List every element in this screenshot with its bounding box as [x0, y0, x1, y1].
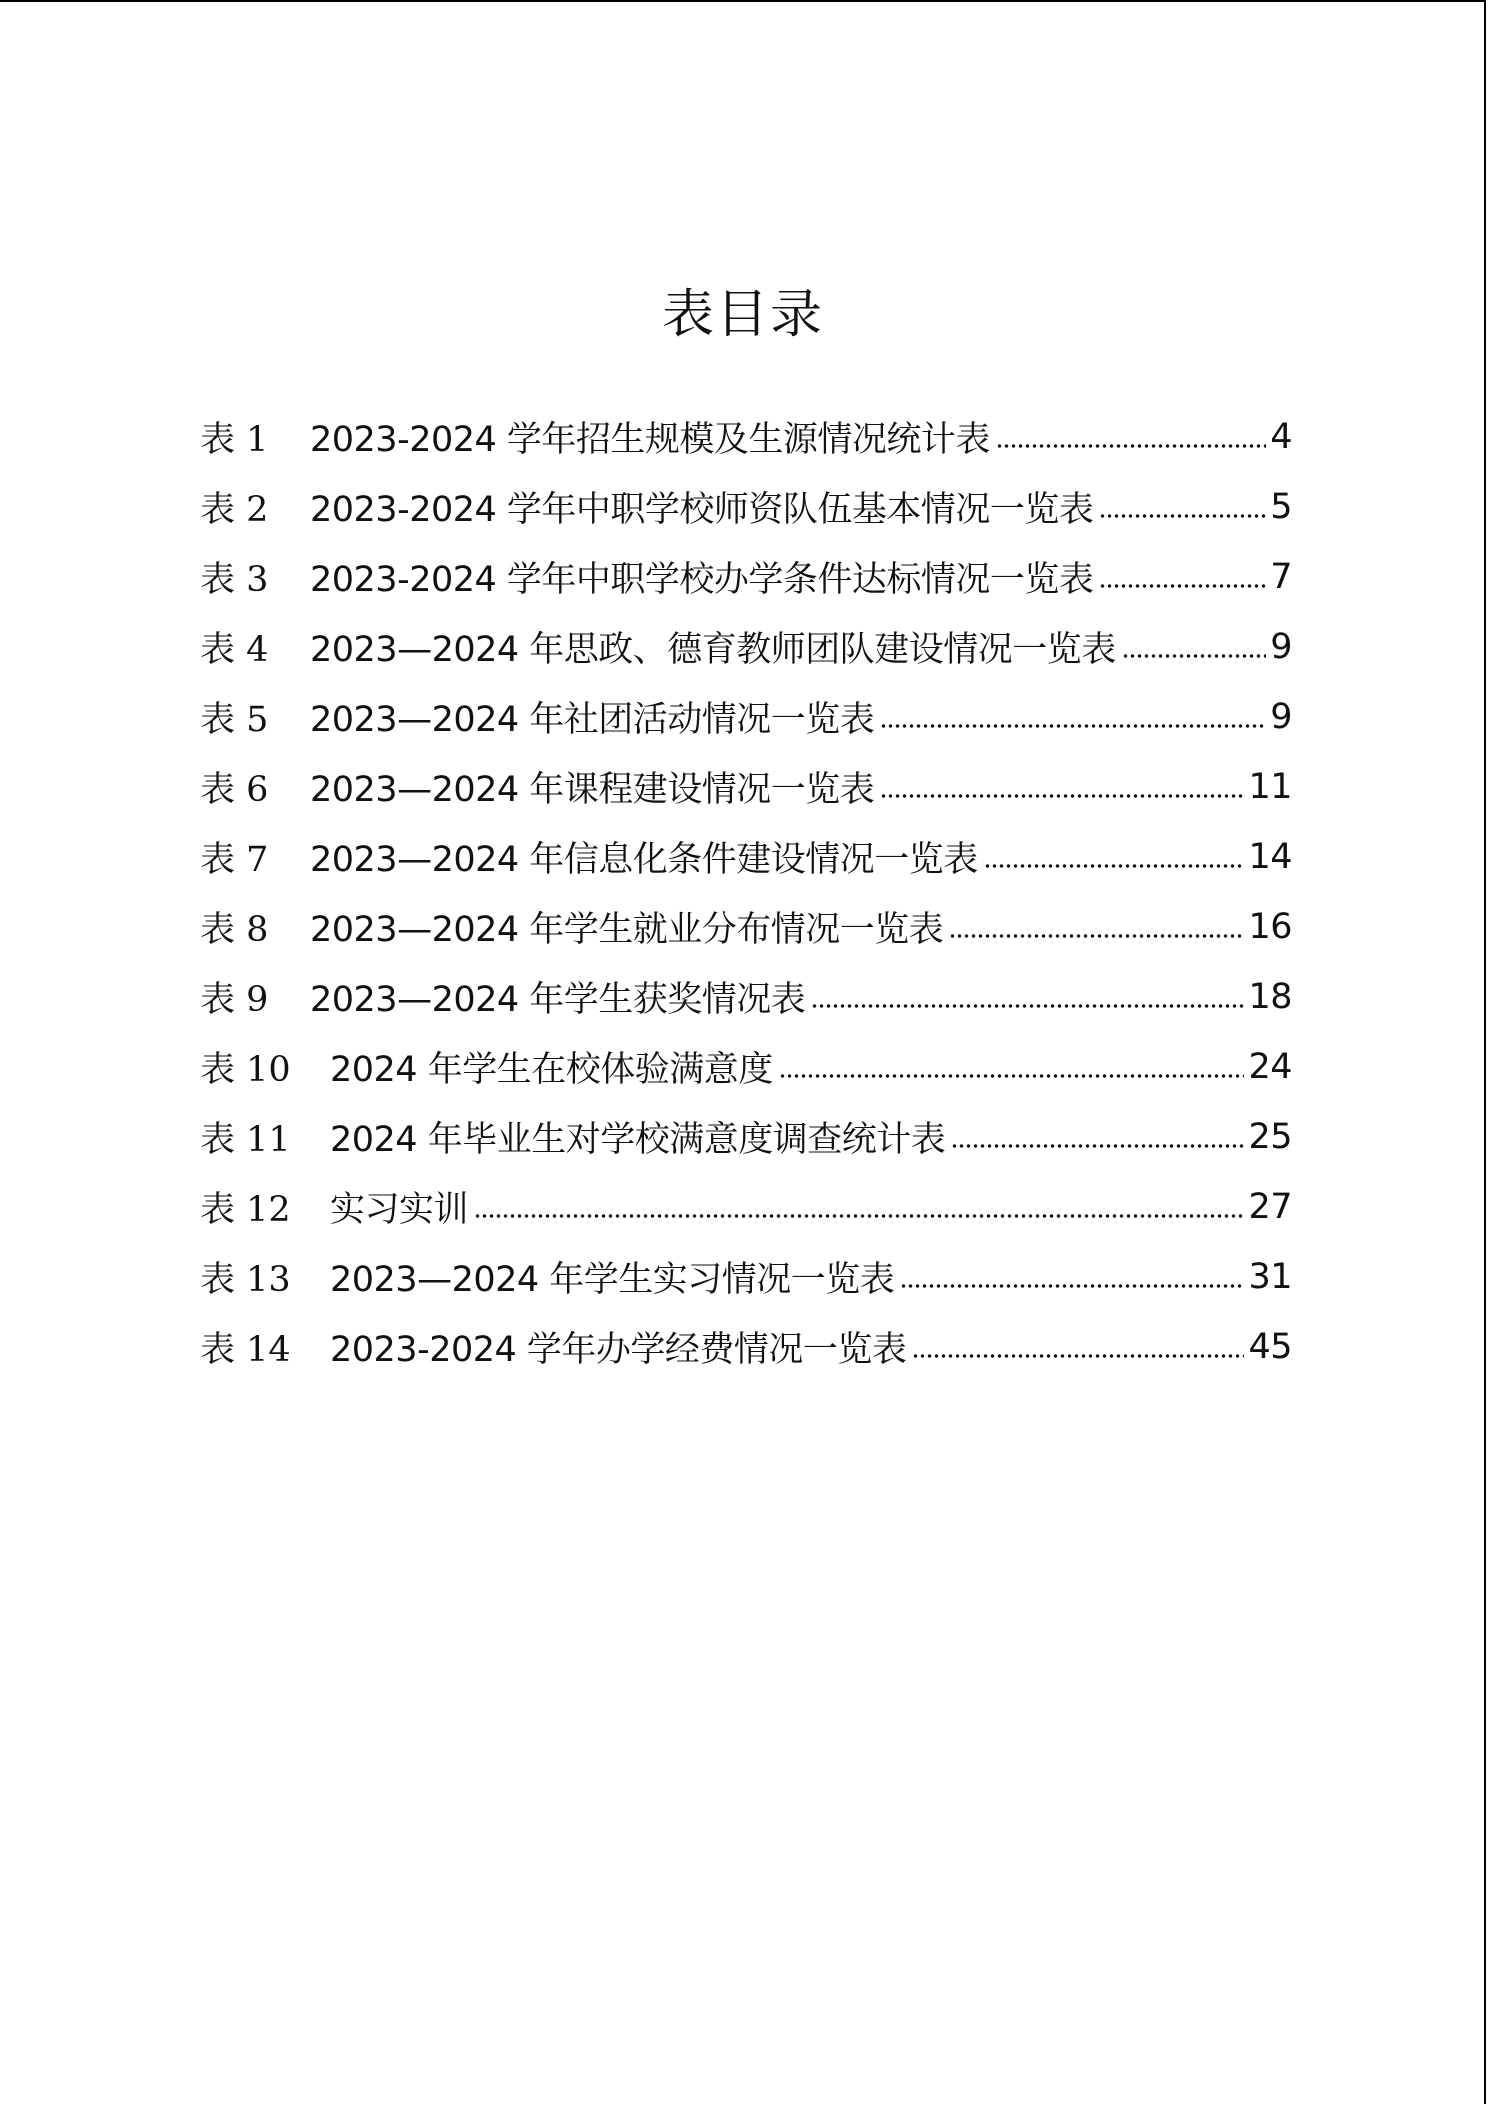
toc-entry-text: 2023—2024 年思政、德育教师团队建设情况一览表: [310, 630, 1116, 670]
toc-leader-dots: [779, 1073, 1245, 1079]
toc-entry-label: 表 12: [200, 1190, 291, 1230]
toc-entry-text: 2023—2024 年课程建设情况一览表: [310, 770, 875, 810]
toc-entry-label: 表 7: [200, 840, 269, 880]
toc-leader-dots: [811, 1003, 1244, 1009]
page-title: 表目录: [661, 285, 824, 345]
toc-leader-dots: [880, 723, 1266, 729]
toc-leader-dots: [951, 1143, 1244, 1149]
toc-entry-text: 2024 年学生在校体验满意度: [330, 1050, 773, 1090]
toc-entry-label: 表 10: [200, 1050, 291, 1090]
toc-entry-label: 表 4: [200, 630, 269, 670]
toc-entry[interactable]: [200, 822, 1292, 892]
toc-leader-dots: [1122, 653, 1266, 659]
toc-entry-label: 表 11: [200, 1120, 291, 1160]
toc-entry[interactable]: [200, 1242, 1292, 1312]
toc-entry-text: 实习实训: [330, 1190, 469, 1230]
toc-leader-dots: [1099, 513, 1266, 519]
toc-entry-text: 2023-2024 学年中职学校师资队伍基本情况一览表: [310, 490, 1094, 530]
toc-entry-label: 表 3: [200, 560, 269, 600]
toc-entry-page: 27: [1248, 1187, 1292, 1227]
toc-entry-page: 25: [1248, 1117, 1292, 1157]
toc-entry[interactable]: [200, 612, 1292, 682]
toc-entry-label: 表 5: [200, 700, 269, 740]
toc-leader-dots: [1099, 583, 1266, 589]
toc-entry-label: 表 9: [200, 980, 269, 1020]
toc-entry-label: 表 14: [200, 1330, 291, 1370]
toc-entry-page: 11: [1248, 767, 1292, 807]
toc-entry[interactable]: [200, 1032, 1292, 1102]
toc-entry-text: 2023-2024 学年招生规模及生源情况统计表: [310, 420, 990, 460]
toc-entry[interactable]: [200, 682, 1292, 752]
toc-entry-page: 5: [1270, 487, 1292, 527]
table-of-contents: [200, 402, 1292, 1382]
toc-entry[interactable]: [200, 402, 1292, 472]
toc-leader-dots: [900, 1283, 1244, 1289]
toc-entry-page: 18: [1248, 977, 1292, 1017]
toc-entry-page: 31: [1248, 1257, 1292, 1297]
toc-entry[interactable]: [200, 1102, 1292, 1172]
toc-leader-dots: [996, 443, 1266, 449]
toc-entry-page: 16: [1248, 907, 1292, 947]
toc-entry[interactable]: [200, 892, 1292, 962]
toc-entry-label: 表 8: [200, 910, 269, 950]
toc-entry-page: 9: [1270, 697, 1292, 737]
toc-entry-text: 2023—2024 年社团活动情况一览表: [310, 700, 875, 740]
toc-leader-dots: [474, 1213, 1244, 1219]
toc-entry-text: 2023—2024 年学生实习情况一览表: [330, 1260, 895, 1300]
toc-entry-page: 9: [1270, 627, 1292, 667]
toc-entry-text: 2023—2024 年学生就业分布情况一览表: [310, 910, 944, 950]
toc-entry-label: 表 1: [200, 420, 269, 460]
toc-entry[interactable]: [200, 542, 1292, 612]
toc-entry-page: 4: [1270, 417, 1292, 457]
toc-entry[interactable]: [200, 1312, 1292, 1382]
toc-entry[interactable]: [200, 1172, 1292, 1242]
toc-entry-page: 7: [1270, 557, 1292, 597]
toc-entry-text: 2023-2024 学年中职学校办学条件达标情况一览表: [310, 560, 1094, 600]
toc-entry-page: 24: [1248, 1047, 1292, 1087]
toc-leader-dots: [912, 1353, 1244, 1359]
toc-leader-dots: [880, 793, 1244, 799]
toc-leader-dots: [949, 933, 1244, 939]
toc-entry[interactable]: [200, 752, 1292, 822]
toc-entry[interactable]: [200, 472, 1292, 542]
toc-entry-page: 14: [1248, 837, 1292, 877]
toc-entry-text: 2023—2024 年信息化条件建设情况一览表: [310, 840, 978, 880]
toc-entry-label: 表 6: [200, 770, 269, 810]
toc-entry-text: 2023-2024 学年办学经费情况一览表: [330, 1330, 907, 1370]
toc-entry-text: 2024 年毕业生对学校满意度调查统计表: [330, 1120, 946, 1160]
toc-entry-text: 2023—2024 年学生获奖情况表: [310, 980, 806, 1020]
toc-entry[interactable]: [200, 962, 1292, 1032]
toc-entry-page: 45: [1248, 1327, 1292, 1367]
toc-entry-label: 表 2: [200, 490, 269, 530]
toc-leader-dots: [984, 863, 1245, 869]
toc-entry-label: 表 13: [200, 1260, 291, 1300]
